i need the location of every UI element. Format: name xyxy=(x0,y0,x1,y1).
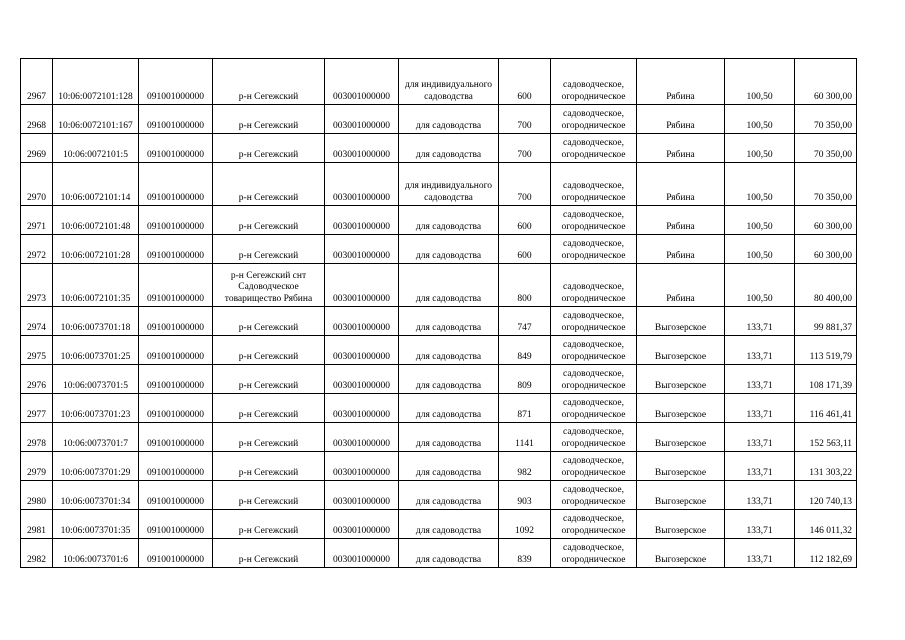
table-row xyxy=(21,264,857,307)
address-cell: р-н Сегежский xyxy=(213,163,325,206)
okato-code-cell: 091001000000 xyxy=(139,539,213,568)
address-cell: р-н Сегежский xyxy=(213,235,325,264)
okato-code-cell: 091001000000 xyxy=(139,481,213,510)
cadastral-value-cell: 60 300,00 xyxy=(795,235,857,264)
row-number-cell: 2982 xyxy=(21,539,53,568)
zone-cell: Рябина xyxy=(637,105,725,134)
area-cell: 1141 xyxy=(499,423,551,452)
cadastral-value-cell: 116 461,41 xyxy=(795,394,857,423)
oktmo-code-cell: 003001000000 xyxy=(325,510,399,539)
rate-cell: 100,50 xyxy=(725,235,795,264)
zone-cell: Рябина xyxy=(637,134,725,163)
cadastral-table xyxy=(20,58,857,568)
use-category-cell: садоводческое, огородническое xyxy=(551,481,637,510)
cadastral-value-cell: 80 400,00 xyxy=(795,264,857,307)
address-cell: р-н Сегежский xyxy=(213,452,325,481)
table-row xyxy=(21,539,857,568)
row-number-cell: 2971 xyxy=(21,206,53,235)
cadastral-number-cell: 10:06:0072101:128 xyxy=(53,59,139,105)
rate-cell: 100,50 xyxy=(725,59,795,105)
cadastral-number-cell: 10:06:0072101:28 xyxy=(53,235,139,264)
area-cell: 700 xyxy=(499,163,551,206)
area-cell: 871 xyxy=(499,394,551,423)
area-cell: 982 xyxy=(499,452,551,481)
oktmo-code-cell: 003001000000 xyxy=(325,105,399,134)
permitted-use-cell: для садоводства xyxy=(399,539,499,568)
permitted-use-cell: для садоводства xyxy=(399,423,499,452)
rate-cell: 100,50 xyxy=(725,134,795,163)
address-cell: р-н Сегежский xyxy=(213,365,325,394)
okato-code-cell: 091001000000 xyxy=(139,235,213,264)
use-category-cell: садоводческое, огородническое xyxy=(551,452,637,481)
row-number-cell: 2972 xyxy=(21,235,53,264)
row-number-cell: 2976 xyxy=(21,365,53,394)
okato-code-cell: 091001000000 xyxy=(139,163,213,206)
cadastral-value-cell: 112 182,69 xyxy=(795,539,857,568)
zone-cell: Выгозерское xyxy=(637,365,725,394)
okato-code-cell: 091001000000 xyxy=(139,452,213,481)
oktmo-code-cell: 003001000000 xyxy=(325,423,399,452)
oktmo-code-cell: 003001000000 xyxy=(325,539,399,568)
cadastral-number-cell: 10:06:0073701:7 xyxy=(53,423,139,452)
cadastral-value-cell: 152 563,11 xyxy=(795,423,857,452)
rate-cell: 133,71 xyxy=(725,510,795,539)
table-row xyxy=(21,235,857,264)
area-cell: 839 xyxy=(499,539,551,568)
use-category-cell: садоводческое, огородническое xyxy=(551,163,637,206)
rate-cell: 133,71 xyxy=(725,423,795,452)
cadastral-number-cell: 10:06:0073701:25 xyxy=(53,336,139,365)
use-category-cell: садоводческое, огородническое xyxy=(551,134,637,163)
zone-cell: Выгозерское xyxy=(637,510,725,539)
oktmo-code-cell: 003001000000 xyxy=(325,452,399,481)
table-row xyxy=(21,105,857,134)
okato-code-cell: 091001000000 xyxy=(139,206,213,235)
cadastral-number-cell: 10:06:0073701:23 xyxy=(53,394,139,423)
permitted-use-cell: для садоводства xyxy=(399,481,499,510)
zone-cell: Рябина xyxy=(637,163,725,206)
address-cell: р-н Сегежский xyxy=(213,59,325,105)
table-row xyxy=(21,394,857,423)
area-cell: 903 xyxy=(499,481,551,510)
oktmo-code-cell: 003001000000 xyxy=(325,59,399,105)
area-cell: 700 xyxy=(499,105,551,134)
use-category-cell: садоводческое, огородническое xyxy=(551,336,637,365)
use-category-cell: садоводческое, огородническое xyxy=(551,307,637,336)
permitted-use-cell: для садоводства xyxy=(399,510,499,539)
use-category-cell: садоводческое, огородническое xyxy=(551,59,637,105)
rate-cell: 133,71 xyxy=(725,481,795,510)
okato-code-cell: 091001000000 xyxy=(139,510,213,539)
cadastral-value-cell: 146 011,32 xyxy=(795,510,857,539)
permitted-use-cell: для садоводства xyxy=(399,264,499,307)
table-body xyxy=(21,59,857,568)
table-row xyxy=(21,365,857,394)
rate-cell: 100,50 xyxy=(725,264,795,307)
use-category-cell: садоводческое, огородническое xyxy=(551,510,637,539)
oktmo-code-cell: 003001000000 xyxy=(325,365,399,394)
cadastral-value-cell: 131 303,22 xyxy=(795,452,857,481)
okato-code-cell: 091001000000 xyxy=(139,365,213,394)
table-row xyxy=(21,510,857,539)
zone-cell: Выгозерское xyxy=(637,539,725,568)
cadastral-number-cell: 10:06:0073701:35 xyxy=(53,510,139,539)
address-cell: р-н Сегежский xyxy=(213,510,325,539)
area-cell: 800 xyxy=(499,264,551,307)
rate-cell: 133,71 xyxy=(725,539,795,568)
use-category-cell: садоводческое, огородническое xyxy=(551,539,637,568)
oktmo-code-cell: 003001000000 xyxy=(325,163,399,206)
row-number-cell: 2978 xyxy=(21,423,53,452)
permitted-use-cell: для индивидуального садоводства xyxy=(399,163,499,206)
cadastral-number-cell: 10:06:0072101:48 xyxy=(53,206,139,235)
address-cell: р-н Сегежский xyxy=(213,394,325,423)
row-number-cell: 2967 xyxy=(21,59,53,105)
row-number-cell: 2981 xyxy=(21,510,53,539)
area-cell: 747 xyxy=(499,307,551,336)
permitted-use-cell: для садоводства xyxy=(399,336,499,365)
rate-cell: 133,71 xyxy=(725,452,795,481)
address-cell: р-н Сегежский xyxy=(213,307,325,336)
zone-cell: Выгозерское xyxy=(637,336,725,365)
use-category-cell: садоводческое, огородническое xyxy=(551,105,637,134)
use-category-cell: садоводческое, огородническое xyxy=(551,206,637,235)
row-number-cell: 2980 xyxy=(21,481,53,510)
cadastral-value-cell: 70 350,00 xyxy=(795,163,857,206)
rate-cell: 133,71 xyxy=(725,307,795,336)
address-cell: р-н Сегежский xyxy=(213,423,325,452)
zone-cell: Рябина xyxy=(637,264,725,307)
permitted-use-cell: для садоводства xyxy=(399,235,499,264)
cadastral-number-cell: 10:06:0073701:18 xyxy=(53,307,139,336)
cadastral-number-cell: 10:06:0073701:34 xyxy=(53,481,139,510)
document-page xyxy=(20,58,857,568)
zone-cell: Рябина xyxy=(637,235,725,264)
zone-cell: Выгозерское xyxy=(637,452,725,481)
rate-cell: 133,71 xyxy=(725,365,795,394)
okato-code-cell: 091001000000 xyxy=(139,105,213,134)
rate-cell: 100,50 xyxy=(725,163,795,206)
table-row xyxy=(21,163,857,206)
zone-cell: Выгозерское xyxy=(637,423,725,452)
rate-cell: 133,71 xyxy=(725,394,795,423)
oktmo-code-cell: 003001000000 xyxy=(325,394,399,423)
row-number-cell: 2969 xyxy=(21,134,53,163)
permitted-use-cell: для садоводства xyxy=(399,134,499,163)
address-cell: р-н Сегежский xyxy=(213,134,325,163)
cadastral-value-cell: 70 350,00 xyxy=(795,105,857,134)
permitted-use-cell: для садоводства xyxy=(399,365,499,394)
zone-cell: Выгозерское xyxy=(637,307,725,336)
cadastral-number-cell: 10:06:0072101:14 xyxy=(53,163,139,206)
okato-code-cell: 091001000000 xyxy=(139,134,213,163)
area-cell: 600 xyxy=(499,59,551,105)
cadastral-value-cell: 60 300,00 xyxy=(795,206,857,235)
cadastral-value-cell: 108 171,39 xyxy=(795,365,857,394)
area-cell: 809 xyxy=(499,365,551,394)
row-number-cell: 2970 xyxy=(21,163,53,206)
cadastral-number-cell: 10:06:0072101:35 xyxy=(53,264,139,307)
use-category-cell: садоводческое, огородническое xyxy=(551,394,637,423)
cadastral-value-cell: 113 519,79 xyxy=(795,336,857,365)
cadastral-number-cell: 10:06:0073701:6 xyxy=(53,539,139,568)
table-row xyxy=(21,59,857,105)
address-cell: р-н Сегежский xyxy=(213,481,325,510)
permitted-use-cell: для садоводства xyxy=(399,307,499,336)
row-number-cell: 2974 xyxy=(21,307,53,336)
use-category-cell: садоводческое, огородническое xyxy=(551,365,637,394)
use-category-cell: садоводческое, огородническое xyxy=(551,264,637,307)
cadastral-number-cell: 10:06:0073701:5 xyxy=(53,365,139,394)
table-row xyxy=(21,423,857,452)
row-number-cell: 2977 xyxy=(21,394,53,423)
permitted-use-cell: для садоводства xyxy=(399,394,499,423)
area-cell: 849 xyxy=(499,336,551,365)
okato-code-cell: 091001000000 xyxy=(139,307,213,336)
address-cell: р-н Сегежский снт Садоводческое товарищество Рябина xyxy=(213,264,325,307)
area-cell: 600 xyxy=(499,206,551,235)
zone-cell: Рябина xyxy=(637,59,725,105)
row-number-cell: 2973 xyxy=(21,264,53,307)
address-cell: р-н Сегежский xyxy=(213,206,325,235)
zone-cell: Рябина xyxy=(637,206,725,235)
permitted-use-cell: для садоводства xyxy=(399,206,499,235)
use-category-cell: садоводческое, огородническое xyxy=(551,235,637,264)
table-row xyxy=(21,307,857,336)
address-cell: р-н Сегежский xyxy=(213,539,325,568)
row-number-cell: 2968 xyxy=(21,105,53,134)
zone-cell: Выгозерское xyxy=(637,394,725,423)
oktmo-code-cell: 003001000000 xyxy=(325,134,399,163)
cadastral-value-cell: 70 350,00 xyxy=(795,134,857,163)
address-cell: р-н Сегежский xyxy=(213,105,325,134)
oktmo-code-cell: 003001000000 xyxy=(325,206,399,235)
row-number-cell: 2975 xyxy=(21,336,53,365)
rate-cell: 133,71 xyxy=(725,336,795,365)
oktmo-code-cell: 003001000000 xyxy=(325,264,399,307)
row-number-cell: 2979 xyxy=(21,452,53,481)
cadastral-number-cell: 10:06:0072101:167 xyxy=(53,105,139,134)
cadastral-number-cell: 10:06:0073701:29 xyxy=(53,452,139,481)
permitted-use-cell: для садоводства xyxy=(399,452,499,481)
table-row xyxy=(21,452,857,481)
use-category-cell: садоводческое, огородническое xyxy=(551,423,637,452)
okato-code-cell: 091001000000 xyxy=(139,394,213,423)
table-row xyxy=(21,206,857,235)
zone-cell: Выгозерское xyxy=(637,481,725,510)
permitted-use-cell: для индивидуального садоводства xyxy=(399,59,499,105)
cadastral-number-cell: 10:06:0072101:5 xyxy=(53,134,139,163)
cadastral-value-cell: 120 740,13 xyxy=(795,481,857,510)
cadastral-value-cell: 99 881,37 xyxy=(795,307,857,336)
oktmo-code-cell: 003001000000 xyxy=(325,235,399,264)
area-cell: 700 xyxy=(499,134,551,163)
rate-cell: 100,50 xyxy=(725,105,795,134)
address-cell: р-н Сегежский xyxy=(213,336,325,365)
rate-cell: 100,50 xyxy=(725,206,795,235)
oktmo-code-cell: 003001000000 xyxy=(325,336,399,365)
okato-code-cell: 091001000000 xyxy=(139,336,213,365)
area-cell: 600 xyxy=(499,235,551,264)
okato-code-cell: 091001000000 xyxy=(139,264,213,307)
table-row xyxy=(21,481,857,510)
okato-code-cell: 091001000000 xyxy=(139,423,213,452)
area-cell: 1092 xyxy=(499,510,551,539)
table-row xyxy=(21,336,857,365)
okato-code-cell: 091001000000 xyxy=(139,59,213,105)
cadastral-value-cell: 60 300,00 xyxy=(795,59,857,105)
oktmo-code-cell: 003001000000 xyxy=(325,481,399,510)
permitted-use-cell: для садоводства xyxy=(399,105,499,134)
oktmo-code-cell: 003001000000 xyxy=(325,307,399,336)
table-row xyxy=(21,134,857,163)
